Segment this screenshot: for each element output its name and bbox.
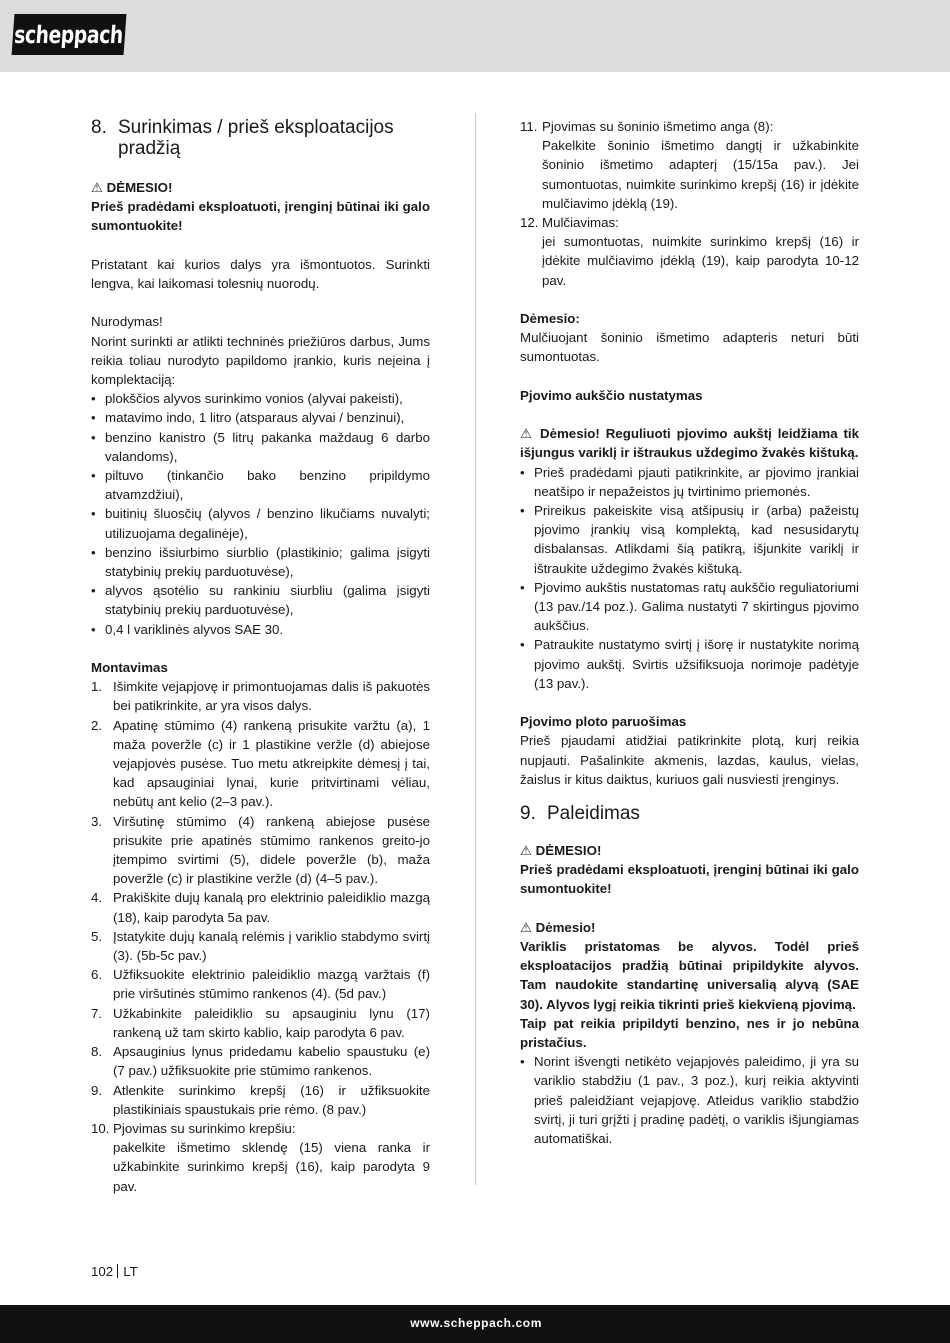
website-link[interactable]: www.scheppach.com — [410, 1316, 542, 1330]
step-12-detail: jei sumontuotas, nuimkite surinkimo krepšį (16) ir įdėkite mulčiavimo įdėklą (19), kaip parodyta 10-12 pav. — [542, 234, 859, 288]
warning-heading: ⚠ DĖMESIO! — [520, 843, 602, 859]
note-heading: Nurodymas! — [91, 314, 163, 330]
list-item: 1. Išimkite vejapjovę ir primontuojamas dalis iš pakuotės bei patikrinkite, ar yra visos dalys. — [91, 679, 430, 714]
attention-text: Mulčiuojant šoninio išmetimo adapteris neturi būti sumontuotas. — [520, 330, 859, 365]
list-item: 6. Užfiksuokite elektrinio paleidiklio mazgą varžtais (f) prie viršutinės stūmimo rankenos (4). (5d pav.) — [91, 967, 430, 1002]
intro-paragraph: Pristatant kai kurios dalys yra išmontuotos. Surinkti lengva, kai laikomasi tolesnių nuorodų. — [91, 256, 430, 291]
assembly-steps — [91, 677, 430, 1138]
list-item: 7. Užkabinkite paleidiklio su apsauginiu lynu (17) rankeną už tam skirto kablio, kaip parodyta 6 pav. — [91, 1005, 430, 1040]
list-item: 9. Atlenkite surinkimo krepšį (16) ir užfiksuokite plastikiniais spaustukais prie rėmo. (8 pav.) — [91, 1082, 430, 1117]
tools-list — [91, 389, 430, 639]
area-text: Prieš pjaudami atidžiai patikrinkite plotą, kurį reikia nupjauti. Pašalinkite akmenis, lazdas, kaulus, vielas, žaislus ir kitus daiktus, kuriuos gali nusviesti įrenginys. — [520, 733, 859, 787]
start-list — [520, 1052, 859, 1148]
step-10-detail: pakelkite išmetimo sklendę (15) viena ranka ir užkabinkite surinkimo krepšį (16), kaip parodyta 9 pav. — [113, 1140, 430, 1194]
list-item: • benzino išsiurbimo siurblio (plastikinio; galima įsigyti statybinių prekių parduotuvėse), — [91, 543, 430, 581]
page-number: 102 LT — [91, 1264, 138, 1279]
list-item: 12. Mulčiavimas: — [520, 215, 619, 231]
left-column — [91, 117, 430, 1196]
cut-height-heading: Pjovimo aukščio nustatymas — [520, 387, 703, 403]
assembly-heading: Montavimas — [91, 660, 168, 676]
assembly-steps-continued — [520, 117, 859, 136]
section-9-heading: 9. Paleidimas — [520, 803, 640, 825]
warning-heading: ⚠ DĖMESIO! — [91, 180, 173, 195]
brand-logo: scheppach — [12, 14, 127, 55]
list-item: 8. Apsauginius lynus pridedamu kabelio spaustuku (e) (7 pav.) užfiksuokite prie stūmimo rankenos. — [91, 1044, 430, 1079]
attention-heading: Dėmesio: — [520, 311, 580, 327]
list-item: • Prieš pradėdami pjauti patikrinkite, ar pjovimo įrankiai neatšipo ir nepažeistos jų tvirtinimo priemonės. — [520, 463, 859, 501]
list-item: • Pjovimo aukštis nustatomas ratų aukščio reguliatoriumi (13 pav./14 poz.). Galima nustatyti 7 skirtingus pjovimo aukščius. — [520, 578, 859, 636]
list-item: • matavimo indo, 1 litro (atsparaus alyvai / benzinui), — [91, 408, 430, 427]
warning-heading: ⚠ Dėmesio! — [520, 919, 596, 935]
header-bar — [0, 0, 950, 72]
cut-height-list — [520, 463, 859, 693]
warning-text: Taip pat reikia pripildyti benzino, nes ir jo nebūna pristačius. — [520, 1015, 859, 1051]
list-item: • piltuvo (tinkančio bako benzino pripildymo atvamzdžiui), — [91, 466, 430, 504]
section-8-heading: 8. Surinkimas / prieš eksploatacijos pradžią — [91, 117, 394, 159]
list-item: 3. Viršutinę stūmimo (4) rankeną abiejose pusėse prisukite prie apatinės stūmimo rankenos greito-jo įtempimo svirtimi (5), didele poveržle (b), maža poveržle (c) ir plastikine veržle (d) (4–5 pav.). — [91, 813, 430, 887]
list-item: • Patraukite nustatymo svirtį į išorę ir nustatykite norimą pjovimo aukštį. Svirtis užsifiksuoja norimoje padėtyje (13 pav.). — [520, 635, 859, 693]
list-item: 2. Apatinę stūmimo (4) rankeną prisukite varžtu (a), 1 maža poveržle (c) ir 1 plastikine veržle (d) abiejose vejapjovės pusėse. Tuo metu atkreipkite dėmesį į tai, kad apsauginiai lynai, kurie pritvirtinami vėliau, nebūtų ant kelio (2–3 pav.). — [91, 717, 430, 810]
list-item: • Prireikus pakeiskite visą atšipusių ir (arba) pažeistų pjovimo įrankių visą komplektą, kad nesusidarytų disbalansas. Atlikdami šią patikrą, išjunkite variklį ir ištraukite uždegimo žvakės kištuką. — [520, 501, 859, 578]
list-item: 10. Pjovimas su surinkimo krepšiu: — [91, 1120, 296, 1136]
warning-text: Variklis pristatomas be alyvos. Todėl prieš eksploatacijos pradžią būtinai pripildykite alyvos. Tam naudokite standartinę universalią alyvą (SAE 30). Alyvos lygį reikia tikrinti prieš kiekvieną pjovimą. — [520, 939, 859, 1012]
list-item: 11. Pjovimas su šoninio išmetimo anga (8): — [520, 119, 774, 134]
list-item: • alyvos ąsotėlio su rankiniu siurbliu (galima įsigyti statybinių prekių parduotuvėse), — [91, 581, 430, 619]
cut-height-warning: ⚠ Dėmesio! Reguliuoti pjovimo aukštį leidžiama tik išjungus variklį ir ištraukus uždegimo žvakės kištuką. — [520, 426, 859, 461]
list-item: 5. Įstatykite dujų kanalą relėmis į variklio stabdymo svirtį (3). (5b-5c pav.) — [91, 928, 430, 964]
step-11-detail: Pakelkite šoninio išmetimo dangtį ir užkabinkite šoninio išmetimo adapterį (15/15a pav.). Jei sumontuotas, nuimkite surinkimo krepšį (16) ir įdėkite mulčiavimo įdėklą (19). — [542, 138, 859, 211]
list-item: • plokščios alyvos surinkimo vonios (alyvai pakeisti), — [91, 389, 430, 408]
right-column — [520, 117, 859, 1148]
list-item: • benzino kanistro (5 litrų pakanka maždaug 6 darbo valandoms), — [91, 428, 430, 466]
list-item: • buitinių šluosčių (alyvos / benzino likučiams nuvalyti; utilizuojama degalinėje), — [91, 504, 430, 542]
assembly-steps-continued-2 — [520, 213, 859, 232]
list-item: • 0,4 l variklinės alyvos SAE 30. — [91, 620, 430, 639]
list-item: • Norint išvengti netikėto vejapjovės paleidimo, ji yra su variklio stabdžiu (1 pav., 3 poz.), kurį reikia aktyvinti prieš paleidžiant vejapjovę. Atleidus variklio stabdžio svirtį, ji turi grįžti į pradinę padėtį, o variklis išjungiamas automatiškai. — [520, 1052, 859, 1148]
footer-bar — [0, 1305, 950, 1343]
column-divider — [475, 113, 476, 1185]
note-text: Norint surinkti ar atlikti techninės priežiūros darbus, Jums reikia toliau nurodyto papildomo įrankio, kuris neįeina į komplektaciją: — [91, 333, 430, 387]
warning-text: Prieš pradėdami eksploatuoti, įrenginį būtinai iki galo sumontuokite! — [520, 862, 859, 897]
area-heading: Pjovimo ploto paruošimas — [520, 714, 687, 730]
list-item: 4. Prakiškite dujų kanalą pro elektrinio paleidiklio mazgą (18), kaip parodyta 5a pav. — [91, 890, 430, 925]
warning-text: Prieš pradėdami eksploatuoti, įrenginį būtinai iki galo sumontuokite! — [91, 199, 430, 234]
